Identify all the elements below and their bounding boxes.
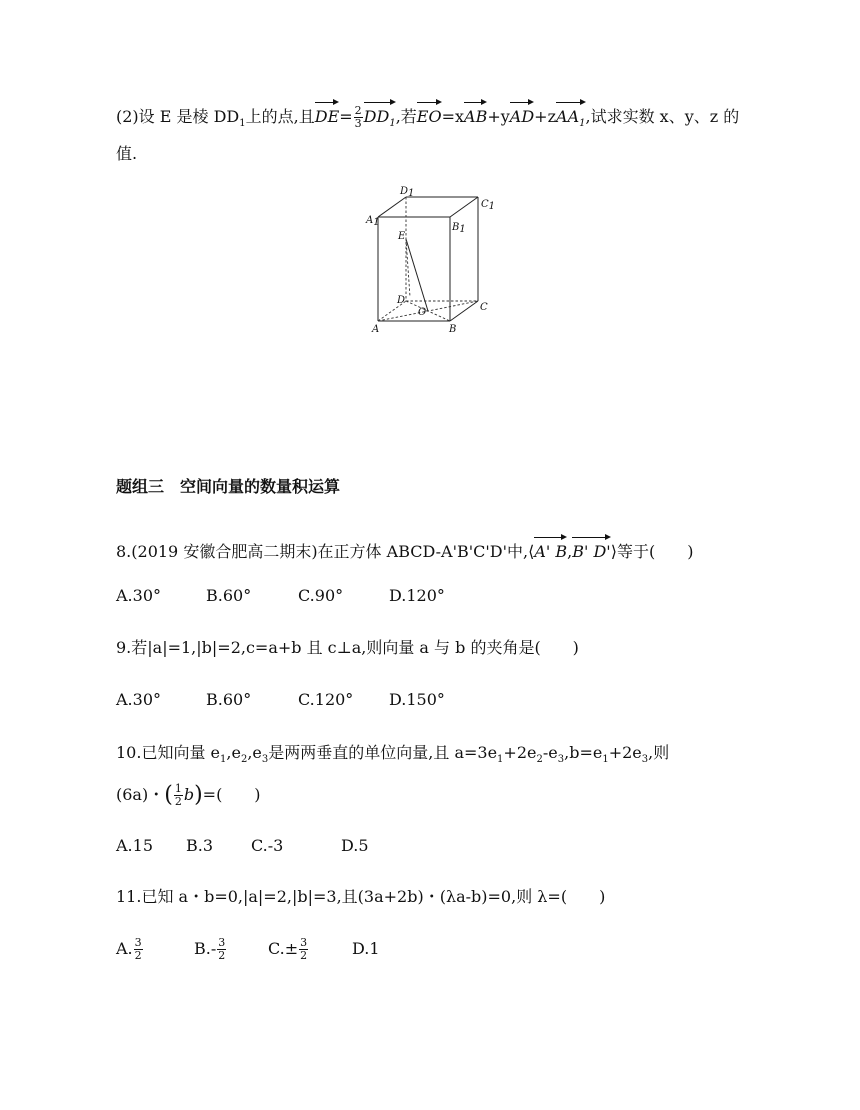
q7-part2-line1	[116, 99, 739, 136]
vec-text: DD	[363, 107, 390, 126]
fraction-3-2	[134, 937, 143, 962]
fraction-2-3	[354, 105, 363, 130]
q9-options	[116, 688, 445, 712]
q7-text: (2)设 E 是棱 DD	[116, 107, 240, 126]
left-paren: (	[164, 782, 173, 808]
q10-option-d: D.5	[341, 836, 369, 855]
frac-den: 2	[134, 949, 142, 962]
question-10-line2	[116, 780, 261, 811]
q10-s2: 2	[240, 754, 248, 766]
q8-langle: ⟨	[528, 542, 535, 561]
vector-DE: DE	[315, 99, 340, 129]
right-paren: )	[194, 782, 203, 808]
q10-s4: 1	[497, 754, 504, 766]
q10-t8: +2e	[608, 743, 642, 762]
label-E: E	[398, 231, 406, 242]
frac-num: 1	[174, 782, 182, 795]
q10-option-c: C.-3	[251, 836, 284, 855]
fraction-1-2	[174, 783, 183, 808]
q7-plus-y: +y	[487, 107, 510, 126]
segment-EO	[406, 239, 428, 311]
q10-option-b: B.3	[186, 836, 214, 855]
q7-eq2: =x	[441, 107, 465, 126]
label-O: O	[418, 307, 427, 318]
q10-t1: 10.已知向量 e	[116, 743, 221, 762]
q8-option-b: B.60°	[206, 586, 252, 605]
q10-t4: 是两两垂直的单位向量,且 a=3e	[268, 743, 498, 762]
q8-comma: ,	[567, 542, 573, 561]
frac-num: 3	[300, 936, 308, 949]
label-A1: A1	[366, 215, 380, 228]
q10-t9: ,则	[648, 743, 670, 762]
q10-s5: 2	[536, 754, 543, 766]
var-b: b	[183, 785, 195, 804]
q10-s3: 3	[261, 754, 269, 766]
q10-expr-a: (6a)・	[116, 785, 165, 804]
vec-sub: 1	[579, 118, 586, 130]
question-11: 11.已知 a・b=0,|a|=2,|b|=3,且(3a+2b)・(λa-b)=0,则 λ=( )	[116, 887, 606, 906]
question-8	[116, 534, 693, 564]
label-C1: C1	[481, 199, 496, 212]
segment-ED-hidden	[406, 239, 410, 297]
edge-A1D1	[378, 197, 406, 217]
q8-option-d: D.120°	[389, 586, 445, 605]
frac-den: 2	[218, 949, 226, 962]
q9-option-b: B.60°	[206, 690, 252, 709]
frac-num: 3	[218, 936, 226, 949]
q10-t7: ,b=e	[564, 743, 603, 762]
q10-option-a: A.15	[116, 836, 153, 855]
q9-option-d: D.150°	[389, 690, 445, 709]
q10-s1: 1	[220, 754, 227, 766]
q10-s7: 1	[602, 754, 609, 766]
q8-tail: 等于( )	[616, 542, 694, 561]
fraction-3-2	[299, 937, 308, 962]
q7-sub: 1	[239, 118, 246, 130]
opt-letter: B.-	[194, 939, 217, 958]
q10-s6: 3	[557, 754, 565, 766]
q8-option-a: A.30°	[116, 586, 161, 605]
q8-option-c: C.90°	[298, 586, 344, 605]
frac-num: 2	[354, 104, 362, 117]
question-10-line1	[116, 741, 669, 772]
vector-EO: EO	[417, 99, 442, 129]
vector-AD: AD	[510, 99, 534, 129]
frac-den: 3	[354, 117, 362, 130]
q11-options	[116, 934, 380, 964]
q10-t2: ,e	[226, 743, 241, 762]
frac-den: 2	[174, 795, 182, 808]
diag-DB-hidden	[406, 301, 450, 321]
vector-A1B: A' B	[534, 534, 567, 564]
q9-option-c: C.120°	[298, 690, 354, 709]
q7-part2-line2: 值.	[116, 144, 138, 163]
q11-option-b	[194, 934, 268, 964]
q10-t6: -e	[542, 743, 558, 762]
label-D1: D1	[400, 186, 415, 199]
label-A: A	[372, 324, 380, 335]
label-C: C	[480, 302, 488, 313]
prism-figure	[360, 185, 510, 340]
vector-DD1	[364, 99, 396, 136]
q10-t3: ,e	[247, 743, 262, 762]
label-B: B	[449, 324, 457, 335]
label-B1: B1	[452, 222, 466, 235]
edge-B1C1	[450, 197, 478, 217]
vector-AB: AB	[464, 99, 487, 129]
q7-text-3: ,若	[395, 107, 417, 126]
vector-B1D1: B' D'	[572, 534, 610, 564]
section-heading: 题组三 空间向量的数量积运算	[116, 477, 341, 496]
vec-text: AA	[556, 107, 580, 126]
q11-option-c	[268, 934, 352, 964]
q7-text-2: 上的点,且	[245, 107, 315, 126]
q8-text: 8.(2019 安徽合肥高二期末)在正方体 ABCD-A'B'C'D'中,	[116, 542, 529, 561]
q7-tail: ,试求实数 x、y、z 的	[585, 107, 740, 126]
q11-option-a	[116, 934, 194, 964]
q10-options	[116, 834, 369, 858]
vector-AA1	[556, 99, 585, 136]
q10-s8: 3	[641, 754, 649, 766]
q11-option-d: D.1	[352, 939, 380, 958]
fraction-3-2	[217, 937, 226, 962]
q10-expr-b: =( )	[202, 785, 261, 804]
q10-t5: +2e	[503, 743, 537, 762]
q7-plus-z: +z	[534, 107, 557, 126]
label-D: D	[397, 295, 406, 306]
question-9: 9.若|a|=1,|b|=2,c=a+b 且 c⊥a,则向量 a 与 b 的夹角是( )	[116, 638, 579, 657]
q8-options	[116, 584, 445, 608]
q8-rangle: ⟩	[610, 542, 617, 561]
frac-den: 2	[300, 949, 308, 962]
frac-num: 3	[134, 936, 142, 949]
q7-eq: =	[339, 107, 353, 126]
opt-letter: C.±	[268, 939, 299, 958]
opt-letter: A.	[116, 939, 133, 958]
q9-option-a: A.30°	[116, 690, 161, 709]
vec-sub: 1	[389, 118, 396, 130]
